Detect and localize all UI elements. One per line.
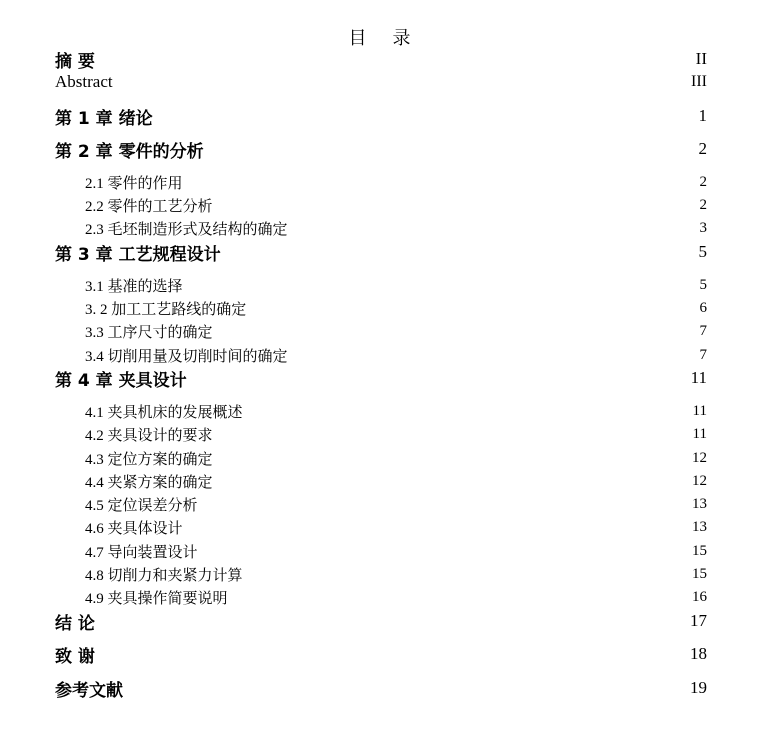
toc-entry-3-4[interactable] bbox=[85, 344, 707, 366]
toc-entry-label: 第 1 章 绪论 bbox=[55, 108, 153, 129]
toc-entry-2-1[interactable] bbox=[85, 171, 707, 193]
toc-entry-page: 2 bbox=[699, 196, 707, 213]
toc-entry-label: 4.4 夹紧方案的确定 bbox=[85, 474, 213, 491]
toc-entry-page: 16 bbox=[692, 588, 707, 605]
toc-entry-page: 17 bbox=[690, 611, 707, 630]
toc-entry-label: Abstract bbox=[55, 72, 113, 91]
toc-entry-conclusion[interactable] bbox=[55, 610, 707, 632]
toc-entry-chapter-2[interactable] bbox=[55, 138, 707, 160]
toc-entry-label: 参考文献 bbox=[55, 680, 123, 701]
toc-entry-page: 7 bbox=[699, 346, 707, 363]
toc-entry-label: 4.5 定位误差分析 bbox=[85, 497, 198, 514]
toc-entry-label: 4.6 夹具体设计 bbox=[85, 520, 183, 537]
toc-entry-label: 4.3 定位方案的确定 bbox=[85, 451, 213, 468]
toc-entry-3-2[interactable] bbox=[85, 297, 707, 319]
toc-entry-label: 2.2 零件的工艺分析 bbox=[85, 198, 213, 215]
toc-entry-label: 第 2 章 零件的分析 bbox=[55, 141, 204, 162]
toc-entry-page: 2 bbox=[698, 139, 707, 158]
toc-entry-3-3[interactable] bbox=[85, 320, 707, 342]
toc-entry-2-3[interactable] bbox=[85, 217, 707, 239]
toc-entry-label: 2.1 零件的作用 bbox=[85, 175, 183, 192]
toc-entry-page: II bbox=[695, 49, 707, 68]
toc-entry-page: 13 bbox=[692, 495, 707, 512]
toc-entry-label: 4.8 切削力和夹紧力计算 bbox=[85, 567, 243, 584]
toc-entry-page: 18 bbox=[690, 644, 707, 663]
toc-entry-page: 12 bbox=[692, 472, 707, 489]
toc-entry-4-3[interactable] bbox=[85, 447, 707, 469]
toc-entry-page: 2 bbox=[699, 173, 707, 190]
toc-entry-label: 结 论 bbox=[55, 613, 95, 634]
toc-entry-label: 4.1 夹具机床的发展概述 bbox=[85, 404, 243, 421]
toc-entry-4-5[interactable] bbox=[85, 493, 707, 515]
toc-entry-2-2[interactable] bbox=[85, 194, 707, 216]
toc-entry-page: 3 bbox=[699, 219, 707, 236]
toc-entry-page: 1 bbox=[698, 106, 707, 125]
toc-entry-label: 致 谢 bbox=[55, 646, 95, 667]
toc-entry-3-1[interactable] bbox=[85, 274, 707, 296]
toc-entry-label: 4.7 导向装置设计 bbox=[85, 544, 198, 561]
toc-entry-page: 7 bbox=[699, 322, 707, 339]
toc-entry-acknowledgements[interactable] bbox=[55, 643, 707, 665]
toc-entry-page: 15 bbox=[692, 565, 707, 582]
toc-entry-label: 第 4 章 夹具设计 bbox=[55, 370, 187, 391]
toc-entry-label: 第 3 章 工艺规程设计 bbox=[55, 244, 221, 265]
toc-entry-page: 11 bbox=[692, 402, 707, 419]
toc-entry-4-8[interactable] bbox=[85, 563, 707, 585]
toc-title: 目 录 bbox=[348, 28, 422, 48]
toc-entry-4-6[interactable] bbox=[85, 516, 707, 538]
toc-entry-chapter-1[interactable] bbox=[55, 105, 707, 127]
toc-entry-abstract-cn[interactable] bbox=[55, 48, 707, 70]
toc-entry-4-7[interactable] bbox=[85, 540, 707, 562]
toc-entry-chapter-3[interactable] bbox=[55, 241, 707, 263]
toc-entry-label: 摘 要 bbox=[55, 51, 95, 72]
toc-entry-page: 5 bbox=[699, 276, 707, 293]
toc-entry-4-4[interactable] bbox=[85, 470, 707, 492]
toc-entry-4-1[interactable] bbox=[85, 400, 707, 422]
toc-entry-4-2[interactable] bbox=[85, 423, 707, 445]
toc-entry-label: 3.1 基准的选择 bbox=[85, 278, 183, 295]
toc-entry-abstract-en[interactable] bbox=[55, 71, 707, 93]
toc-entry-page: III bbox=[691, 73, 707, 90]
toc-entry-label: 3. 2 加工工艺路线的确定 bbox=[85, 301, 247, 318]
toc-entry-label: 3.3 工序尺寸的确定 bbox=[85, 324, 213, 341]
toc-entry-page: 5 bbox=[698, 242, 707, 261]
toc-entry-page: 13 bbox=[692, 518, 707, 535]
toc-entry-page: 6 bbox=[699, 299, 707, 316]
toc-entry-label: 4.2 夹具设计的要求 bbox=[85, 427, 213, 444]
toc-entry-page: 11 bbox=[692, 425, 707, 442]
toc-entry-4-9[interactable] bbox=[85, 586, 707, 608]
toc-entry-label: 2.3 毛坯制造形式及结构的确定 bbox=[85, 221, 288, 238]
toc-entry-page: 15 bbox=[692, 542, 707, 559]
toc-entry-references[interactable] bbox=[55, 677, 707, 699]
toc-entry-chapter-4[interactable] bbox=[55, 367, 707, 389]
toc-entry-label: 4.9 夹具操作简要说明 bbox=[85, 590, 228, 607]
toc-entry-page: 12 bbox=[692, 449, 707, 466]
toc-entry-page: 11 bbox=[690, 368, 707, 387]
toc-entry-label: 3.4 切削用量及切削时间的确定 bbox=[85, 348, 288, 365]
toc-entry-page: 19 bbox=[690, 678, 707, 697]
